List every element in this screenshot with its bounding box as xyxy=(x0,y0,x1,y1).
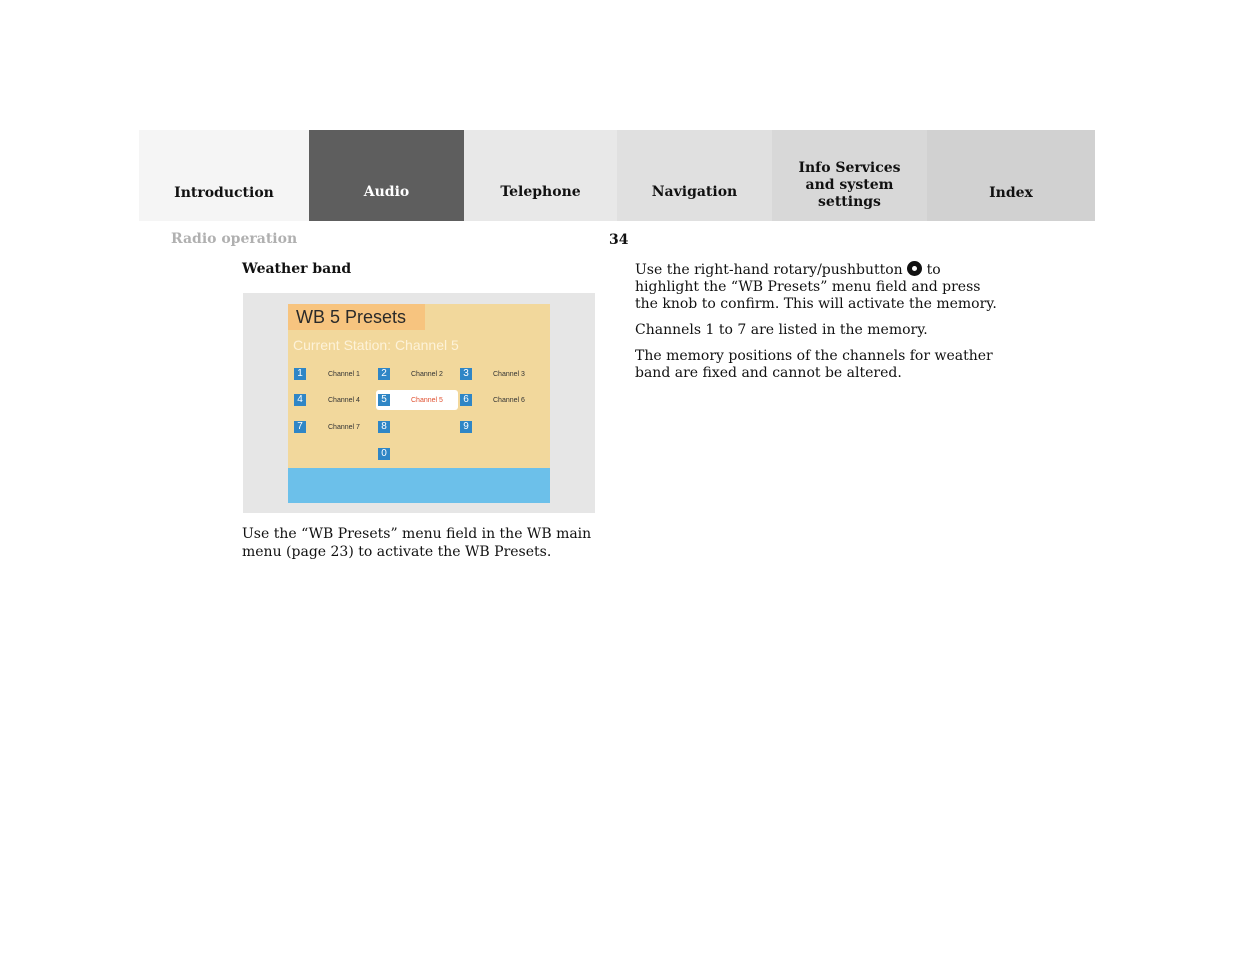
preset-number: 6 xyxy=(460,394,472,406)
preset-number: 9 xyxy=(460,421,472,433)
chapter-nav xyxy=(139,130,1095,221)
tab-label: Introduction xyxy=(174,185,274,201)
tab-label: Index xyxy=(989,185,1033,201)
preset-number-selected: 5 xyxy=(378,394,390,406)
instruction-text: to highlight the “WB Presets” menu field and press the knob to confirm. This will activate the memory. xyxy=(635,262,997,312)
wb-presets-screen xyxy=(288,304,550,503)
screen-figure xyxy=(243,293,595,513)
current-station: Current Station: Channel 5 xyxy=(293,337,459,353)
tab-audio[interactable] xyxy=(309,130,464,221)
tab-label: Info Services and system settings xyxy=(798,160,901,210)
section-heading: Weather band xyxy=(242,261,352,277)
screen-status-bar xyxy=(288,468,550,503)
preset-label: Channel 4 xyxy=(328,397,360,404)
preset-number: 7 xyxy=(294,421,306,433)
tab-label: Telephone xyxy=(500,184,581,200)
rotary-knob-icon xyxy=(907,261,922,276)
preset-number: 8 xyxy=(378,421,390,433)
section-label: Radio operation xyxy=(171,231,298,247)
tab-telephone[interactable] xyxy=(464,130,617,221)
tab-info-services[interactable] xyxy=(772,130,927,221)
preset-number: 2 xyxy=(378,368,390,380)
page-number: 34 xyxy=(609,232,629,248)
preset-label: Channel 1 xyxy=(328,371,360,378)
preset-label: Channel 2 xyxy=(411,371,443,378)
preset-number: 4 xyxy=(294,394,306,406)
preset-label: Channel 6 xyxy=(493,397,525,404)
instruction-text: Use the right-hand rotary/pushbutton xyxy=(635,262,903,278)
preset-label-selected: Channel 5 xyxy=(411,397,443,404)
figure-caption: Use the “WB Presets” menu field in the WB main menu (page 23) to activate the WB Presets. xyxy=(242,526,592,560)
preset-number: 3 xyxy=(460,368,472,380)
preset-number: 0 xyxy=(378,448,390,460)
screen-title: WB 5 Presets xyxy=(288,304,425,330)
tab-navigation[interactable] xyxy=(617,130,772,221)
tab-label: Navigation xyxy=(651,184,738,200)
tab-index[interactable] xyxy=(927,130,1095,221)
preset-label: Channel 3 xyxy=(493,371,525,378)
instruction-paragraph xyxy=(635,261,1005,313)
preset-number: 1 xyxy=(294,368,306,380)
instruction-paragraph: Channels 1 to 7 are listed in the memory. xyxy=(635,322,928,338)
instruction-paragraph: The memory positions of the channels for weather band are fixed and cannot be altered. xyxy=(635,348,993,381)
tab-label: Audio xyxy=(363,184,410,200)
instructions xyxy=(635,261,1005,391)
preset-label: Channel 7 xyxy=(328,424,360,431)
tab-introduction[interactable] xyxy=(139,130,309,221)
